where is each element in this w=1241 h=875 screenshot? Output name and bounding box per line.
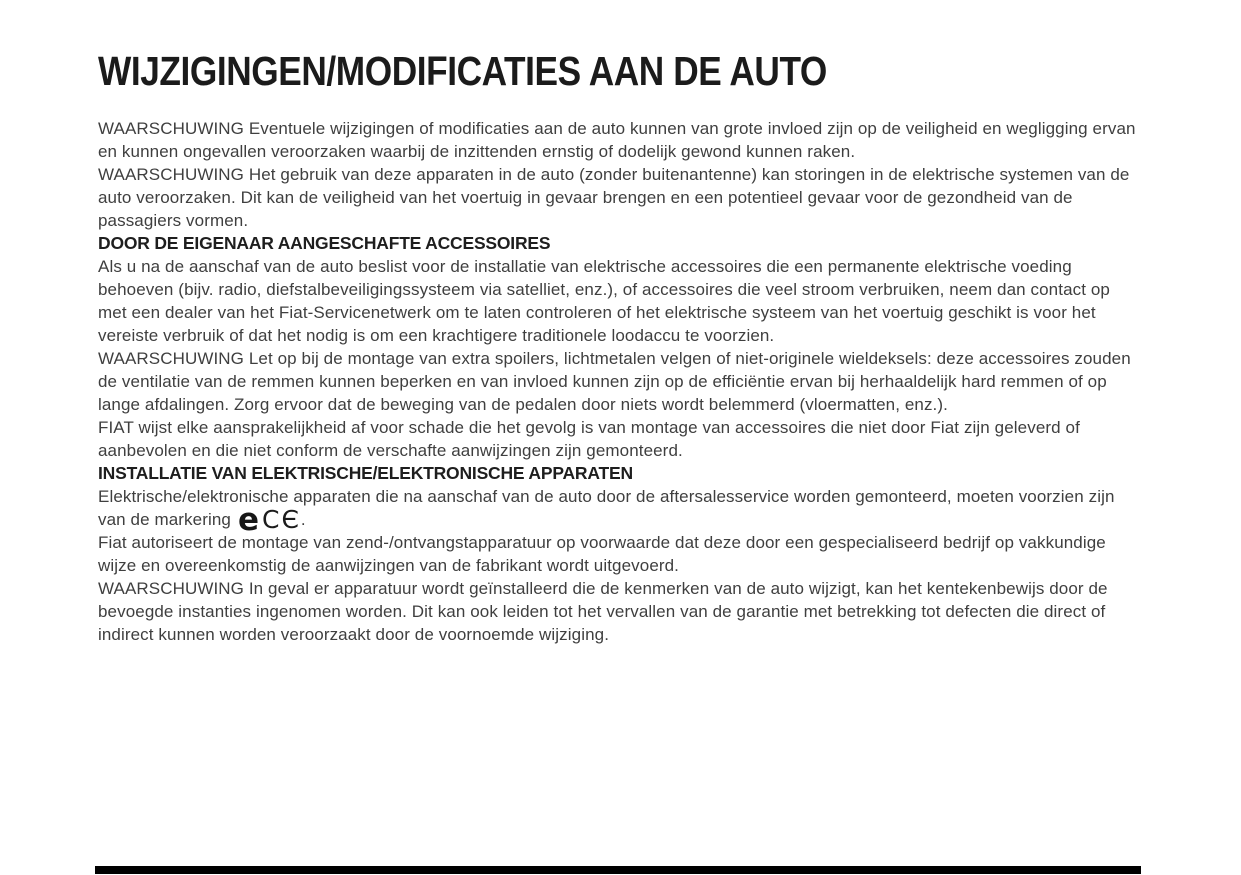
page-title: WIJZIGINGEN/MODIFICATIES AAN DE AUTO xyxy=(98,48,827,94)
accessories-section-heading: DOOR DE EIGENAAR AANGESCHAFTE ACCESSOIRES xyxy=(98,233,551,253)
manual-page xyxy=(98,0,1141,646)
footer-rule xyxy=(95,866,1141,874)
marking-paragraph-period: . xyxy=(300,510,306,529)
ce-marking-icon: CЄ xyxy=(261,505,301,534)
warning-modifications-paragraph: WAARSCHUWING Eventuele wijzigingen of modificaties aan de auto kunnen van grote invloed zijn op de veiligheid en wegligging ervan en kunnen ongevallen veroorzaken waarbij de inzittenden ernstig of dodelijk gewond kunnen raken. xyxy=(98,119,1136,161)
marking-paragraph-text: Elektrische/elektronische apparaten die na aanschaf van de auto door de aftersalesservice worden gemonteerd, moeten voorzien zijn van de markering xyxy=(98,487,1115,529)
warning-devices-paragraph: WAARSCHUWING Het gebruik van deze apparaten in de auto (zonder buitenantenne) kan storingen in de elektrische systemen van de auto veroorzaken. Dit kan de veiligheid van het voertuig in gevaar brengen en een potentieel gevaar voor de gezondheid van de passagiers vormen. xyxy=(98,165,1130,230)
e-approval-mark-icon: e xyxy=(237,502,258,538)
accessories-paragraph: Als u na de aanschaf van de auto beslist voor de installatie van elektrische accessoires die een permanente elektrische voeding behoeven (bijv. radio, diefstalbeveiligingssysteem via satelliet, enz.), of accessoires die veel stroom verbruiken, neem dan contact op met een dealer van het Fiat-Servicenetwerk om te laten controleren of het elektrische systeem van het voertuig geschikt is voor het vereiste verbruik of dat het nodig is om een krachtigere traditionele loodaccu te voorzien. xyxy=(98,257,1110,345)
warning-registration-paragraph: WAARSCHUWING In geval er apparatuur wordt geïnstalleerd die de kenmerken van de auto wijzigt, kan het kentekenbewijs door de bevoegde instanties ingenomen worden. Dit kan ook leiden tot het vervallen van de garantie met betrekking tot defecten die direct of indirect kunnen worden veroorzaakt door de voornoemde wijziging. xyxy=(98,579,1108,644)
authorisation-paragraph: Fiat autoriseert de montage van zend-/ontvangstapparatuur op voorwaarde dat deze door een gespecialiseerd bedrijf op vakkundige wijze en overeenkomstig de aanwijzingen van de fabrikant wordt uitgevoerd. xyxy=(98,533,1106,575)
marking-paragraph xyxy=(98,485,1141,538)
warning-spoilers-paragraph: WAARSCHUWING Let op bij de montage van extra spoilers, lichtmetalen velgen of niet-originele wieldeksels: deze accessoires zouden de ventilatie van de remmen kunnen beperken en van invloed kunnen zijn op de efficiëntie ervan bij herhaaldelijk hard remmen of op lange afdalingen. Zorg ervoor dat de beweging van de pedalen door niets wordt belemmerd (vloermatten, enz.). xyxy=(98,349,1131,414)
liability-paragraph: FIAT wijst elke aansprakelijkheid af voor schade die het gevolg is van montage van accessoires die niet door Fiat zijn geleverd of aanbevolen en die niet conform de verschafte aanwijzingen zijn gemonteerd. xyxy=(98,418,1080,460)
installation-section-heading: INSTALLATIE VAN ELEKTRISCHE/ELEKTRONISCHE APPARATEN xyxy=(98,463,633,483)
